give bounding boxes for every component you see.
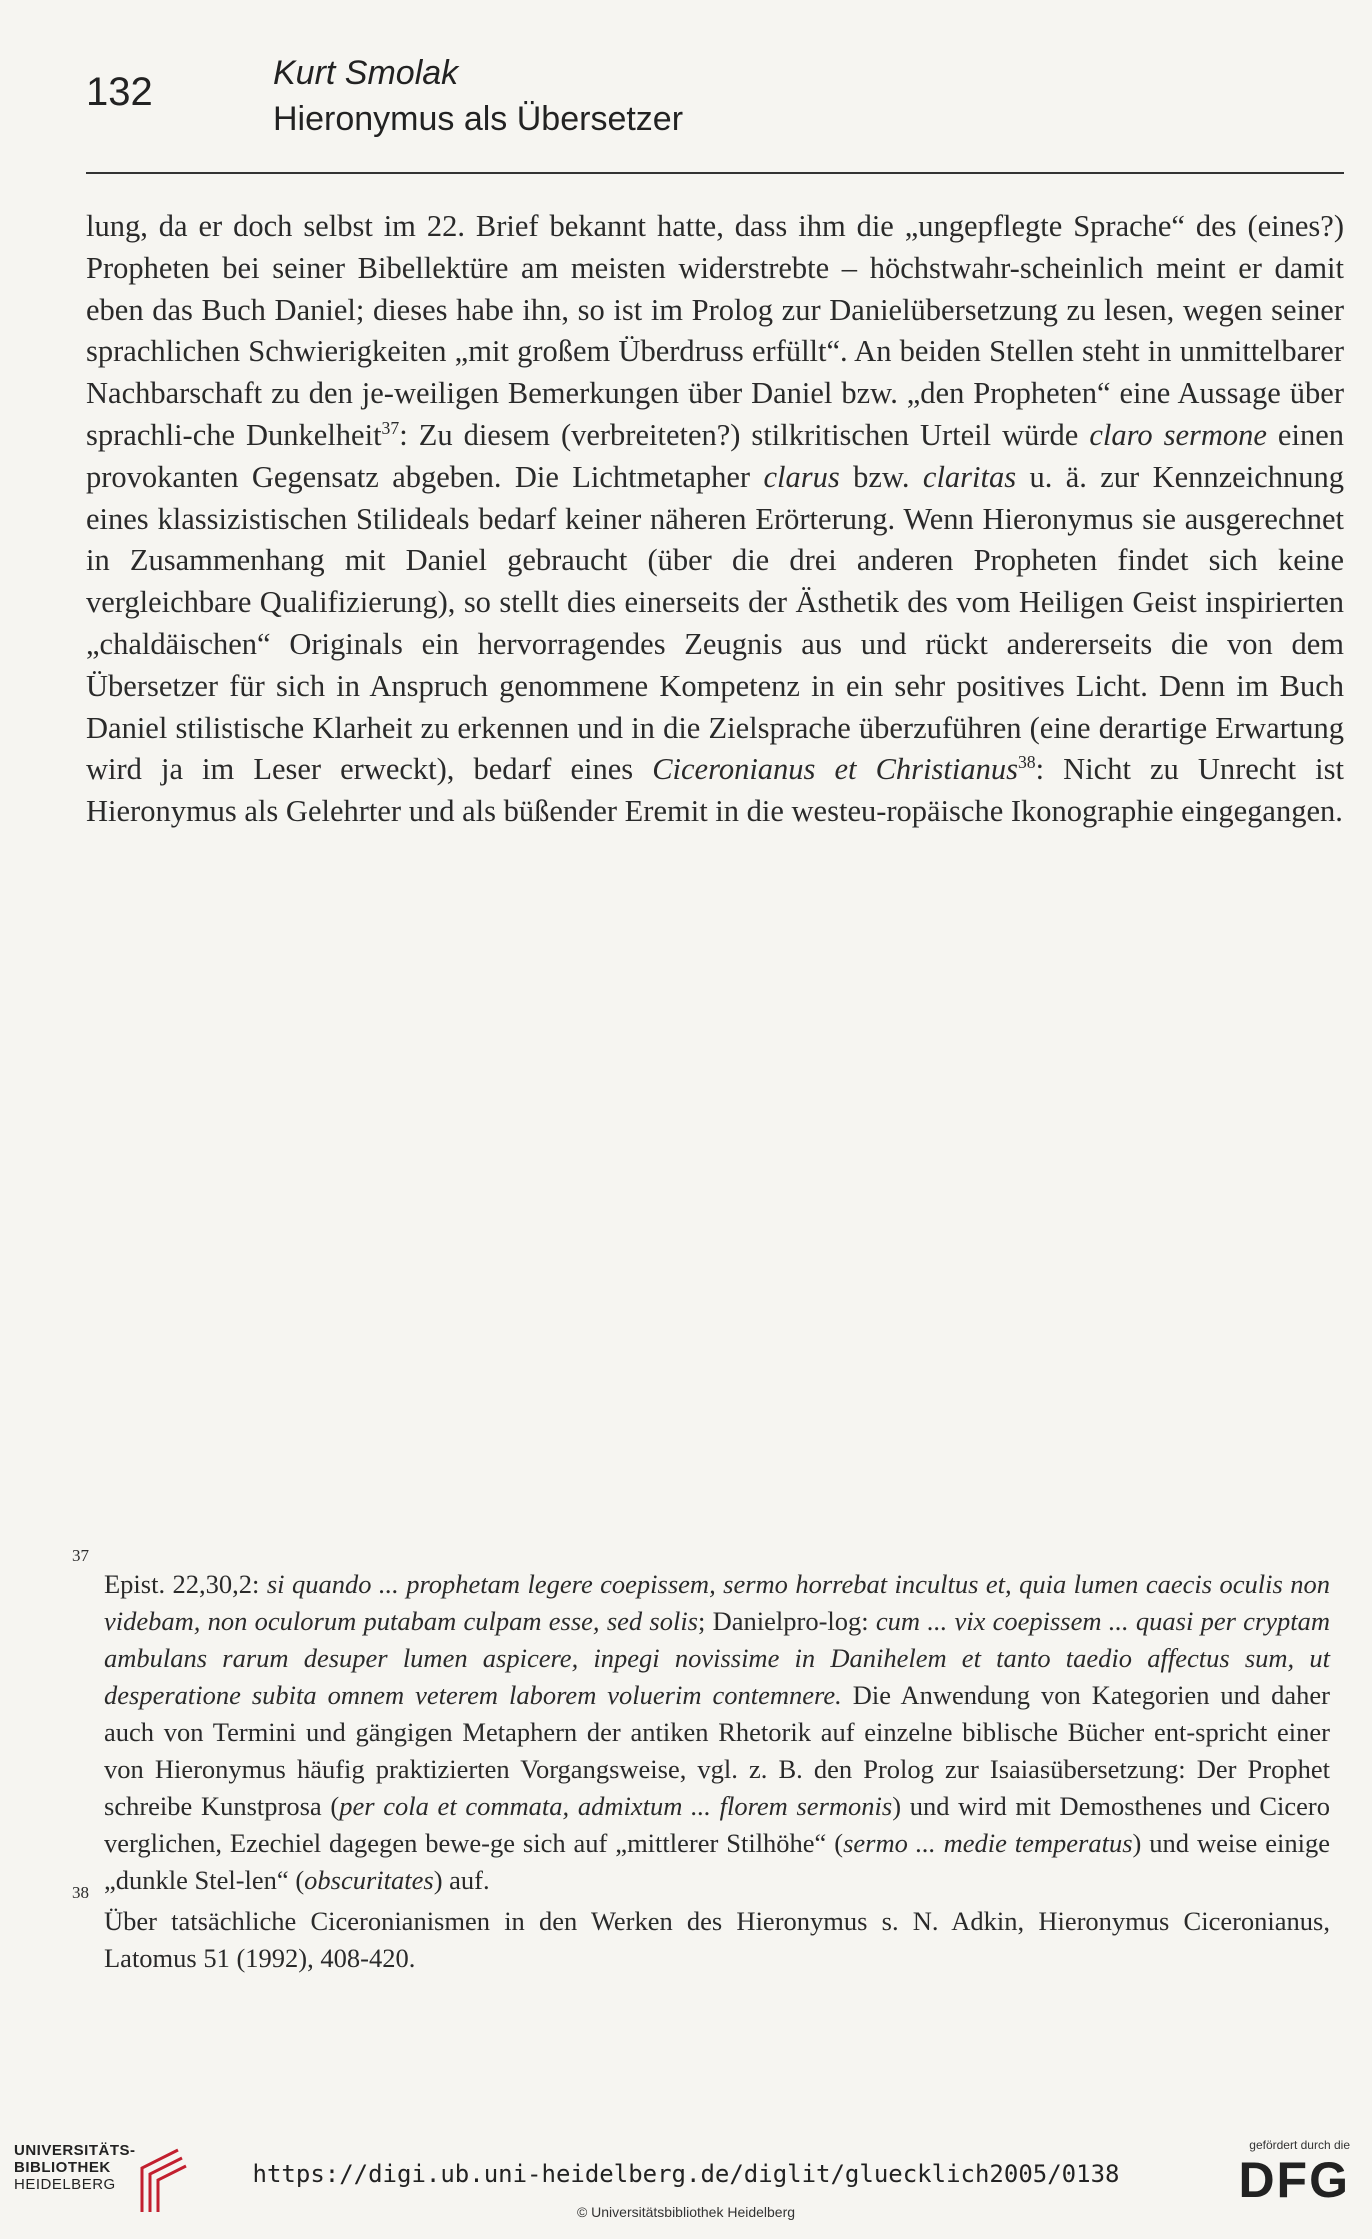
footnote-37: 37 Epist. 22,30,2: si quando ... prophetam legere coepissem, sermo horrebat incultus et, quia lumen caecis oculis non videbam, non oculorum putabam culpam esse, sed solis; Danielpro-log: cum ... vix coepissem ... quasi per cryptam ambulans rarum desuper lumen aspicere, inpegi novissime in Danihelem et tanto taedio affectus sum, ut desperatione subita omnem veterem laborem voluerim contemnere. Die Anwendung von Kategorien und daher auch von Termini und gängigen Metaphern der antiken Rhetorik auf einzelne biblische Bücher ent-spricht einer von Hieronymus häufig praktizierten Vorgangsweise, vgl. z. B. den Prolog zur Isaiasübersetzung: Der Prophet schreibe Kunstprosa (per cola et commata, admixtum ... florem sermonis) und wird mit Demosthenes und Cicero verglichen, Ezechiel dagegen bewe-ge sich auf „mittlerer Stilhöhe“ (sermo ... medie temperatus) und weise einige „dunkle Stel-len“ (obscuritates) auf. — [72, 1546, 1331, 1895]
page-footer — [0, 2132, 1372, 2239]
latin-quote: sermo ... medie temperatus — [843, 1828, 1133, 1858]
text-run: ; Danielpro-log: — [698, 1606, 876, 1636]
text-run: Epist. 22,30,2: — [104, 1569, 267, 1599]
text-run: ) auf. — [433, 1865, 490, 1895]
latin-term: Ciceronianus et Christianus — [652, 752, 1018, 787]
dfg-logo: DFG — [1238, 2152, 1350, 2208]
text-run: einen provokanten Gegensatz abgeben. Die Lichtmetapher — [86, 417, 1344, 494]
permalink-url[interactable]: https://digi.ub.uni-heidelberg.de/diglit/gluecklich2005/0138 — [252, 2160, 1120, 2188]
text-run: ) und wird mit Demosthenes und Cicero verglichen, Ezechiel dagegen bewe-ge sich auf „mittlerer Stilhöhe“ ( — [104, 1791, 1331, 1858]
library-name-line: BIBLIOTHEK — [14, 2159, 111, 2176]
text-run: lung, da er doch selbst im 22. Brief bekannt hatte, dass ihm die „ungepflegte Sprache“ des (eines?) Propheten bei seiner Bibellektüre am meisten widerstrebte – höchstwahr-scheinlich meint er damit eben das Buch Daniel; dieses habe ihn, so ist im Prolog zur Danielübersetzung zu lesen, wegen seiner sprachlichen Schwierigkeiten „mit großem Überdruss erfüllt“. An beiden Stellen steht in unmittelbarer Nachbarschaft zu den je-weiligen Bemerkungen über Daniel bzw. „den Propheten“ eine Aussage über sprachli-che Dunkelheit — [86, 209, 1344, 452]
text-run: : Nicht zu Unrecht ist Hieronymus als Gelehrter und als büßender Eremit in die westeu-ropäische Ikonographie eingegangen. — [86, 752, 1344, 829]
funder-logo — [1238, 2138, 1350, 2208]
latin-quote: cum ... vix coepissem ... quasi per cryptam ambulans rarum desuper lumen aspicere, inpegi novissime in Danihelem et tanto taedio affectus sum, ut desperatione subita omnem veterem laborem voluerim contemnere. — [104, 1606, 1331, 1710]
footnote-ref-38[interactable]: 38 — [1017, 752, 1036, 773]
running-title: Hieronymus als Übersetzer — [273, 100, 684, 138]
library-name-line: HEIDELBERG — [14, 2176, 116, 2193]
footnote-38: 38 Über tatsächliche Ciceronianismen in den Werken des Hieronymus s. N. Adkin, Hieronymus Ciceronianus, Latomus 51 (1992), 408-420. — [72, 1883, 1330, 1973]
funded-by-label: gefördert durch die — [1249, 2138, 1350, 2152]
latin-quote: si quando ... prophetam legere coepissem, sermo horrebat incultus et, quia lumen caecis oculis non videbam, non oculorum putabam culpam esse, sed solis — [104, 1569, 1330, 1636]
text-run: ) und weise einige „dunkle Stel-len“ ( — [104, 1828, 1330, 1895]
text-run: Die Anwendung von Kategorien und daher auch von Termini und gängigen Metaphern der antiken Rhetorik auf einzelne biblische Bücher ent-spricht einer von Hieronymus häufig praktizierten Vorgangsweise, vgl. z. B. den Prolog zur Isaiasübersetzung: Der Prophet schreibe Kunstprosa ( — [104, 1680, 1330, 1821]
text-run: bzw. — [839, 459, 923, 494]
latin-quote: obscuritates — [304, 1865, 434, 1895]
latin-term: clarus — [763, 459, 840, 494]
header-rule — [86, 172, 1344, 174]
footnote-ref-37[interactable]: 37 — [381, 417, 400, 438]
copyright-notice: © Universitätsbibliothek Heidelberg — [576, 2204, 796, 2220]
main-text — [86, 206, 1344, 833]
text-run: Über tatsächliche Ciceronianismen in den Werken des Hieronymus s. N. Adkin, Hieronymus Ciceronianus, Latomus 51 (1992), 408-420. — [104, 1906, 1330, 1973]
footnotes — [72, 1546, 1331, 1977]
text-run: : Zu diesem (verbreiteten?) stilkritischen Urteil würde — [399, 417, 1090, 452]
page-header — [86, 50, 1344, 174]
text-run: u. ä. zur Kennzeichnung eines klassizistischen Stilideals bedarf keiner näheren Erörterung. Wenn Hieronymus sie ausgerechnet in Zusammenhang mit Daniel gebraucht (über die drei anderen Propheten findet sich keine vergleichbare Qualifizierung), so stellt dies einerseits der Ästhetik des vom Heiligen Geist inspirierten „chaldäischen“ Originals ein hervorragendes Zeugnis aus und rückt andererseits die von dem Übersetzer für sich in Anspruch genommene Kompetenz in ein sehr positives Licht. Denn im Buch Daniel stilistische Klarheit zu erkennen und in die Zielsprache überzuführen (eine derartige Erwartung wird ja im Leser erweckt), bedarf eines — [86, 459, 1344, 787]
library-name-line: UNIVERSITÄTS- — [14, 2142, 136, 2159]
latin-term: claro sermone — [1089, 417, 1267, 452]
body-paragraph — [86, 206, 1344, 833]
latin-term: claritas — [922, 459, 1017, 494]
running-author: Kurt Smolak — [273, 54, 459, 92]
page-number: 132 — [86, 70, 153, 114]
latin-quote: per cola et commata, admixtum ... florem sermonis — [339, 1791, 893, 1821]
